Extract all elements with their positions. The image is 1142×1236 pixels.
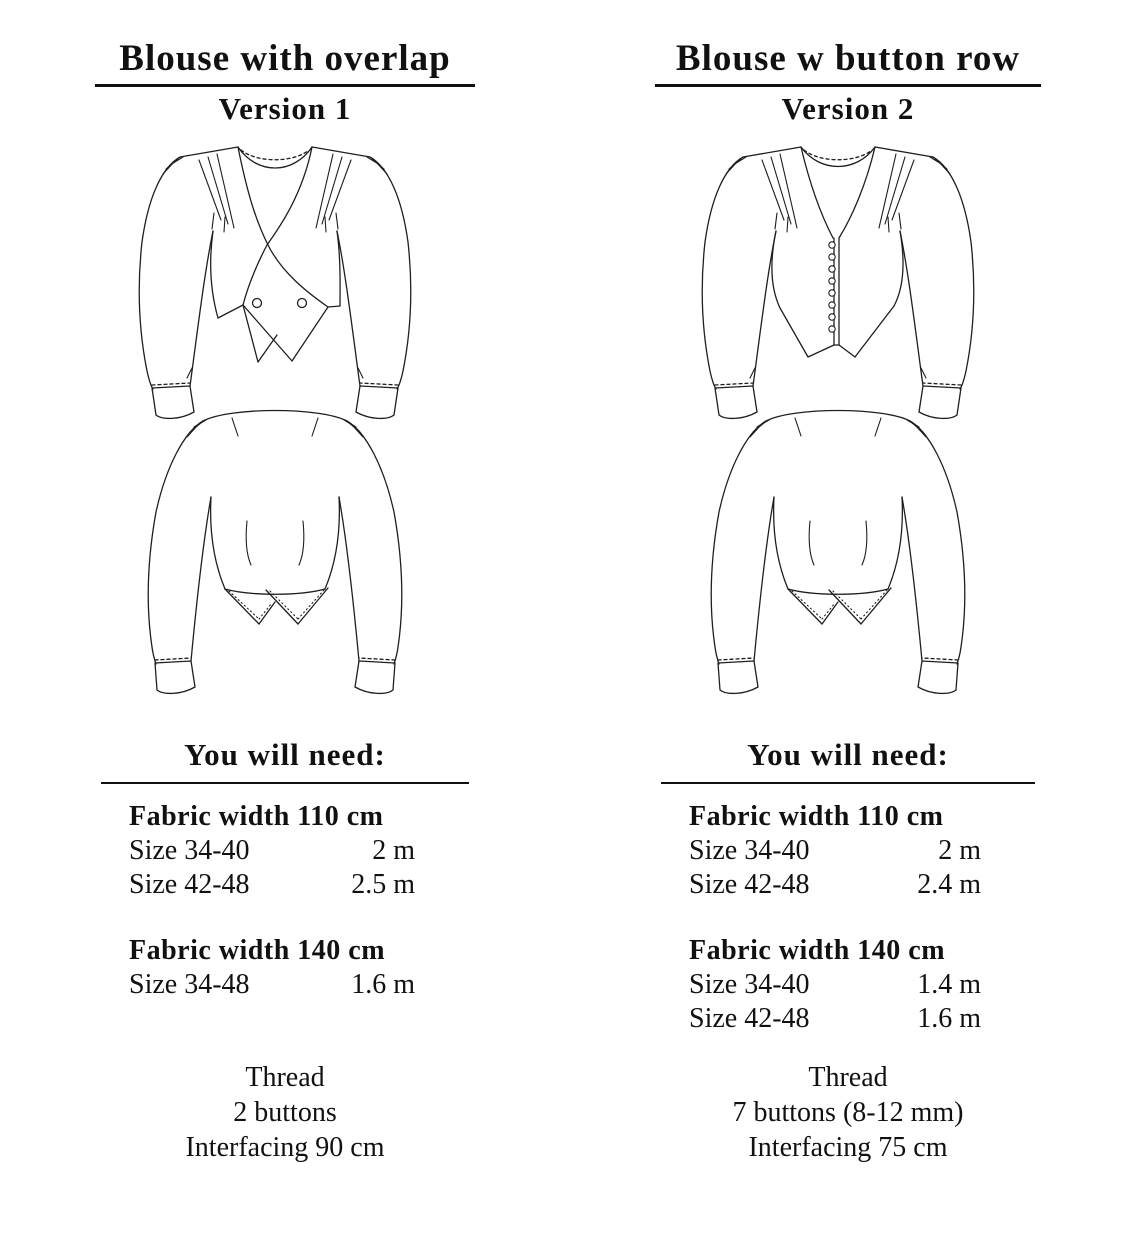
version-2-needs-heading: You will need: <box>661 737 1035 784</box>
fabric-amount: 2.5 m <box>351 869 415 900</box>
version-2-technical-drawing-sketch <box>658 135 1038 715</box>
fabric-amount: 1.6 m <box>351 969 415 1000</box>
size-label: Size 42-48 <box>129 869 250 900</box>
version-2-extras-list <box>655 1060 1041 1165</box>
button-icon <box>829 326 835 332</box>
extras-item-thread: Thread <box>245 1062 325 1093</box>
version-1-needs-heading: You will need: <box>101 737 469 784</box>
extras-item-interfacing: Interfacing 75 cm <box>748 1132 948 1163</box>
button-icon <box>829 242 835 248</box>
button-icon <box>829 266 835 272</box>
button-icon <box>829 314 835 320</box>
button-icon <box>829 290 835 296</box>
size-label: Size 34-40 <box>129 835 250 866</box>
version-1-extras-list <box>95 1060 475 1165</box>
version-1-front-view-sketch <box>139 147 410 418</box>
button-icon <box>253 299 262 308</box>
size-row <box>689 834 981 868</box>
fabric-amount: 1.6 m <box>917 1003 981 1034</box>
button-icon <box>298 299 307 308</box>
extras-item-thread: Thread <box>808 1062 888 1093</box>
version-2-back-view-sketch <box>711 411 965 694</box>
fabric-amount: 2.4 m <box>917 869 981 900</box>
version-2-column <box>655 0 1041 1163</box>
fabric-width-header: Fabric width 140 cm <box>689 935 946 966</box>
size-row <box>689 1002 981 1036</box>
size-row <box>689 968 981 1002</box>
size-label: Size 34-48 <box>129 969 250 1000</box>
extras-item-buttons: 2 buttons <box>233 1097 337 1128</box>
version-2-subtitle: Version 2 <box>781 91 915 126</box>
fabric-amount: 2 m <box>372 835 415 866</box>
size-row <box>129 834 415 868</box>
version-2-fabric-140-section <box>689 934 981 1036</box>
size-label: Size 42-48 <box>689 869 810 900</box>
version-1-back-view-sketch <box>148 411 402 694</box>
version-1-column <box>95 0 475 1163</box>
button-icon <box>829 278 835 284</box>
button-icon <box>829 302 835 308</box>
size-label: Size 34-40 <box>689 969 810 1000</box>
fabric-amount: 2 m <box>938 835 981 866</box>
size-label: Size 34-40 <box>689 835 810 866</box>
version-2-front-view-sketch <box>702 147 973 418</box>
fabric-width-header: Fabric width 110 cm <box>129 801 384 832</box>
size-row <box>689 868 981 902</box>
version-2-title: Blouse w button row <box>655 38 1041 87</box>
version-1-fabric-110-section <box>129 800 415 902</box>
version-1-technical-drawing-sketch <box>95 135 475 715</box>
fabric-width-header: Fabric width 140 cm <box>129 935 386 966</box>
version-2-fabric-110-section <box>689 800 981 902</box>
extras-item-interfacing: Interfacing 90 cm <box>185 1132 385 1163</box>
version-1-figure <box>95 135 475 715</box>
size-row <box>129 868 415 902</box>
fabric-width-header: Fabric width 110 cm <box>689 801 944 832</box>
size-label: Size 42-48 <box>689 1003 810 1034</box>
version-2-figure <box>655 135 1041 715</box>
version-1-subtitle: Version 1 <box>218 91 352 126</box>
button-icon <box>829 254 835 260</box>
size-row <box>129 968 415 1002</box>
version-1-title: Blouse with overlap <box>95 38 475 87</box>
version-1-fabric-140-section <box>129 934 415 1002</box>
extras-item-buttons: 7 buttons (8-12 mm) <box>732 1097 964 1128</box>
fabric-amount: 1.4 m <box>917 969 981 1000</box>
